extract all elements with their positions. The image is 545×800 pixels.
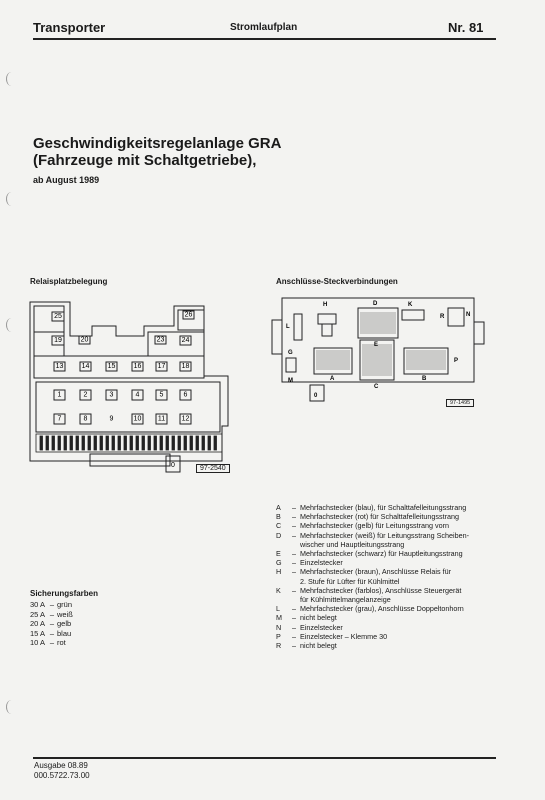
connector-label-a: A bbox=[330, 376, 335, 382]
legend-item: L – Mehrfachstecker (grau), Anschlüsse Doppeltonhorn bbox=[276, 604, 464, 614]
connector-label-p: P bbox=[454, 358, 459, 364]
connector-label-r: R bbox=[440, 314, 445, 320]
relay-label-5: 5 bbox=[159, 391, 164, 399]
connector-diagram-code: 97-1495 bbox=[446, 399, 474, 407]
punch-hole-mark bbox=[6, 318, 17, 332]
legend-item-continuation: wischer und Hauptleitungsstrang bbox=[300, 539, 405, 549]
legend-item: B – Mehrfachstecker (rot) für Schalttafelleitungsstrang bbox=[276, 512, 459, 522]
connector-layout-diagram bbox=[268, 292, 490, 412]
legend-item-continuation: 2. Stufe für Lüfter für Kühlmittel bbox=[300, 576, 400, 586]
footer-edition: Ausgabe 08.89 bbox=[34, 761, 88, 770]
connector-label-0: 0 bbox=[314, 393, 318, 399]
fuse-color-item: 25 A – weiß bbox=[30, 609, 73, 619]
connector-heading: Anschlüsse-Steckverbindungen bbox=[276, 277, 398, 286]
relay-label-12: 12 bbox=[181, 415, 190, 423]
footer-number: 000.5722.73.00 bbox=[34, 771, 90, 780]
connector-legend bbox=[276, 503, 541, 650]
punch-hole-mark bbox=[6, 72, 17, 86]
fuse-color-item: 10 A – rot bbox=[30, 638, 66, 648]
punch-hole-mark bbox=[6, 700, 17, 714]
legend-item: A – Mehrfachstecker (blau), für Schalttafelleitungsstrang bbox=[276, 503, 467, 512]
fuse-color-item: 15 A – blau bbox=[30, 628, 72, 638]
relay-label-4: 4 bbox=[135, 391, 140, 399]
legend-item: D – Mehrfachstecker (weiß) für Leitungsstrang Scheiben- bbox=[276, 530, 469, 540]
relay-label-13: 13 bbox=[55, 363, 64, 370]
fuse-color-item: 20 A – gelb bbox=[30, 619, 72, 629]
connector-label-c: C bbox=[374, 384, 379, 390]
relay-label-0: 0 bbox=[171, 462, 175, 469]
relay-label-8: 8 bbox=[83, 415, 88, 423]
legend-item: G – Einzelstecker bbox=[276, 558, 343, 568]
relay-label-19: 19 bbox=[54, 337, 62, 344]
header-left: Transporter bbox=[33, 20, 106, 35]
relay-label-14: 14 bbox=[81, 363, 90, 370]
relay-label-16: 16 bbox=[133, 363, 142, 370]
connector-label-n: N bbox=[466, 312, 471, 318]
relay-label-25: 25 bbox=[54, 313, 62, 320]
relay-label-26: 26 bbox=[184, 311, 193, 319]
legend-item: N – Einzelstecker bbox=[276, 622, 343, 632]
relay-label-24: 24 bbox=[181, 337, 190, 344]
fuse-color-item: 30 A – grün bbox=[30, 600, 73, 609]
relay-heading: Relaisplatzbelegung bbox=[30, 277, 108, 286]
header-right: Nr. 81 bbox=[448, 20, 484, 35]
connector-label-h: H bbox=[323, 302, 328, 308]
relay-label-10: 10 bbox=[133, 415, 142, 423]
header-center: Stromlaufplan bbox=[230, 22, 298, 33]
legend-item: R – nicht belegt bbox=[276, 641, 337, 651]
relay-label-20: 20 bbox=[80, 336, 89, 344]
relay-label-15: 15 bbox=[107, 363, 116, 370]
connector-label-e: E bbox=[374, 342, 379, 348]
relay-label-11: 11 bbox=[157, 415, 166, 423]
header-rule bbox=[33, 38, 496, 40]
relay-label-1: 1 bbox=[57, 391, 62, 399]
fuse-colors-list bbox=[30, 600, 73, 648]
relay-label-7: 7 bbox=[57, 415, 62, 423]
connector-label-m: M bbox=[288, 378, 293, 384]
connector-label-g: G bbox=[288, 350, 293, 356]
relay-label-9: 9 bbox=[109, 415, 114, 423]
legend-item: M – nicht belegt bbox=[276, 613, 337, 623]
relay-diagram-code: 97-2540 bbox=[196, 464, 230, 473]
legend-item: P – Einzelstecker – Klemme 30 bbox=[276, 631, 388, 641]
legend-item: C – Mehrfachstecker (gelb) für Leitungsstrang vorn bbox=[276, 521, 450, 531]
relay-label-23: 23 bbox=[156, 336, 165, 344]
legend-item: K – Mehrfachstecker (farblos), Anschlüsse Steuergerät bbox=[276, 585, 462, 595]
title-line-2: (Fahrzeuge mit Schaltgetriebe), bbox=[33, 152, 257, 169]
connector-label-d: D bbox=[373, 301, 378, 307]
relay-label-18: 18 bbox=[181, 363, 190, 370]
subtitle: ab August 1989 bbox=[33, 175, 100, 185]
relay-label-3: 3 bbox=[109, 391, 114, 399]
legend-item-continuation: für Kühlmittelmangelanzeige bbox=[300, 595, 391, 605]
relay-label-17: 17 bbox=[157, 363, 166, 370]
relay-layout-diagram bbox=[28, 296, 238, 476]
punch-hole-mark bbox=[6, 192, 17, 206]
fuse-colors-heading: Sicherungsfarben bbox=[30, 589, 99, 598]
connector-label-b: B bbox=[422, 376, 427, 382]
title-line-1: Geschwindigkeitsregelanlage GRA bbox=[33, 135, 282, 152]
footer-rule bbox=[33, 757, 496, 759]
connector-label-k: K bbox=[408, 302, 413, 308]
legend-item: E – Mehrfachstecker (schwarz) für Hauptleitungsstrang bbox=[276, 549, 463, 559]
legend-item: H – Mehrfachstecker (braun), Anschlüsse Relais für bbox=[276, 567, 451, 577]
connector-label-l: L bbox=[286, 324, 290, 330]
relay-label-6: 6 bbox=[183, 391, 188, 399]
relay-label-2: 2 bbox=[83, 391, 88, 399]
